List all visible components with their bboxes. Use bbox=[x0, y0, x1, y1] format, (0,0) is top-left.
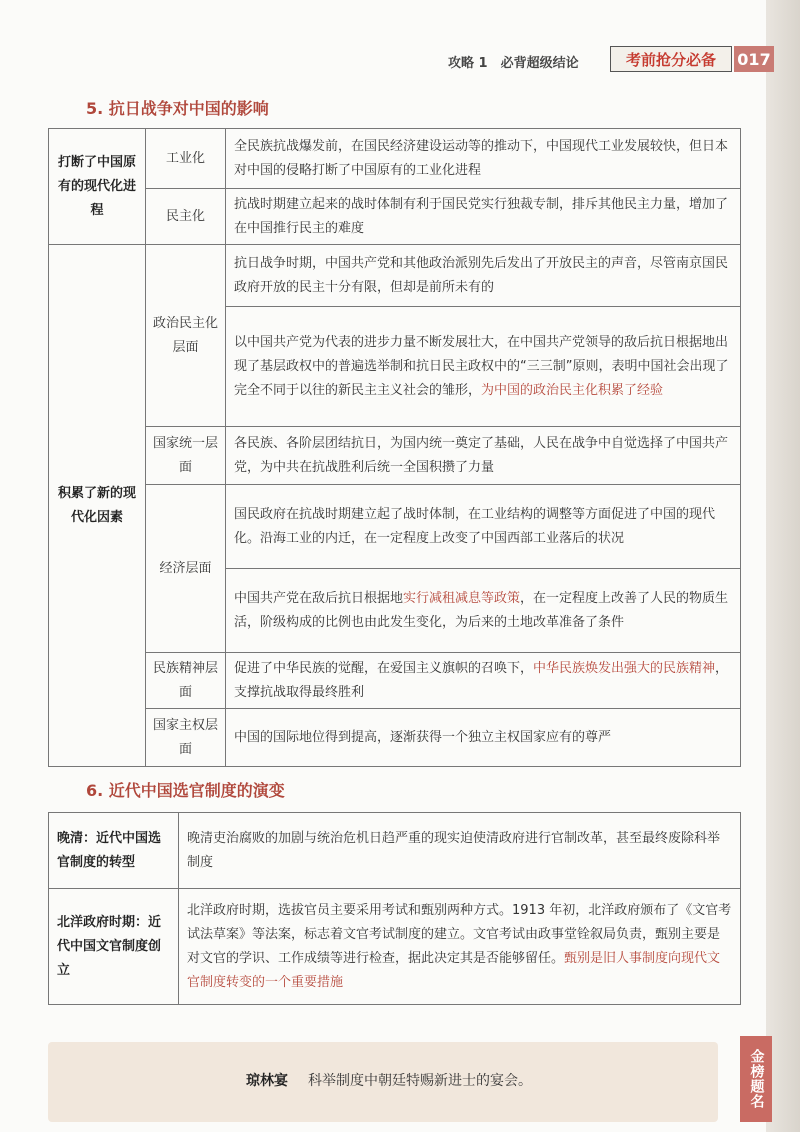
text-industrial: 全民族抗战爆发前，在国民经济建设运动等的推动下，中国现代工业发展较快，但日本对中国的侵略打断了中国原有的工业化进程 bbox=[226, 129, 741, 189]
text-political-2-highlight: 为中国的政治民主化积累了经验 bbox=[481, 382, 664, 398]
text-spirit-highlight: 中华民族焕发出强大的民族精神 bbox=[533, 660, 716, 676]
text-sovereignty: 中国的国际地位得到提高，逐渐获得一个独立主权国家应有的尊严 bbox=[226, 709, 741, 767]
page-header bbox=[0, 40, 800, 80]
footer-definition: 科举制度中朝廷特赐新进士的宴会。 bbox=[308, 1073, 532, 1089]
label-sovereignty: 国家主权层面 bbox=[146, 709, 226, 767]
section6-title: 6. 近代中国选官制度的演变 bbox=[86, 781, 285, 800]
text-spirit-a: 促进了中华民族的觉醒，在爱国主义旗帜的召唤下， bbox=[234, 660, 534, 676]
text-late-qing: 晚清吏治腐败的加剧与统治危机日趋严重的现实迫使清政府进行官制改革，甚至最终废除科举制度 bbox=[179, 813, 741, 889]
page-number: 017 bbox=[734, 46, 774, 72]
label-democratic: 民主化 bbox=[146, 189, 226, 245]
label-spirit: 民族精神层面 bbox=[146, 653, 226, 709]
header-badge: 考前抢分必备 bbox=[610, 46, 732, 72]
text-economic-2-highlight: 实行减租减息等政策 bbox=[403, 590, 521, 606]
text-democratic: 抗战时期建立起来的战时体制有利于国民党实行独裁专制，排斥其他民主力量，增加了在中国推行民主的难度 bbox=[226, 189, 741, 245]
text-beiyang bbox=[179, 889, 741, 1005]
label-economic: 经济层面 bbox=[146, 485, 226, 653]
label-political: 政治民主化层面 bbox=[146, 245, 226, 427]
text-spirit bbox=[226, 653, 741, 709]
text-beiyang-highlight: 甄别是旧人事制度向现代文官制度转变的一个重要措施 bbox=[187, 950, 721, 990]
section6-table bbox=[48, 812, 741, 1005]
label-beiyang: 北洋政府时期：近代中国文官制度创立 bbox=[49, 889, 179, 1005]
text-beiyang-body: 北洋政府时期，选拔官员主要采用考试和甄别两种方式。1913 年初，北洋政府颁布了《文官考试法草案》等法案，标志着文官考试制度的建立。文官考试由政事堂铨叙局负责，甄别主要是对文官的学识、工作成绩等进行检查，据此决定其是否能够留任。 bbox=[187, 902, 732, 966]
text-political-1: 抗日战争时期，中国共产党和其他政治派别先后发出了开放民主的声音，尽管南京国民政府开放的民主十分有限，但却是前所未有的 bbox=[226, 245, 741, 307]
text-political-2 bbox=[226, 307, 741, 427]
label-industrial: 工业化 bbox=[146, 129, 226, 189]
side-tab-text: 金榜题名 bbox=[748, 1049, 765, 1109]
footer-term: 琼林宴 bbox=[246, 1073, 288, 1089]
category-accumulated: 积累了新的现代化因素 bbox=[49, 245, 146, 767]
text-economic-2 bbox=[226, 569, 741, 653]
page-edge bbox=[766, 0, 800, 1132]
label-late-qing: 晚清：近代中国选官制度的转型 bbox=[49, 813, 179, 889]
text-economic-1: 国民政府在抗战时期建立起了战时体制，在工业结构的调整等方面促进了中国的现代化。沿海工业的内迁，在一定程度上改变了中国西部工业落后的状况 bbox=[226, 485, 741, 569]
text-political-2-body: 以中国共产党为代表的进步力量不断发展壮大，在中国共产党领导的敌后抗日根据地出现了基层政权中的普遍选举制和抗日民主政权中的“三三制”原则，表明中国社会出现了完全不同于以往的新民主主义社会的雏形， bbox=[234, 334, 729, 398]
text-economic-2-a: 中国共产党在敌后抗日根据地 bbox=[234, 590, 404, 606]
section5-table bbox=[48, 128, 741, 767]
header-text: 攻略 1 必背超级结论 bbox=[448, 56, 579, 71]
side-tab bbox=[740, 1036, 772, 1122]
category-interrupted: 打断了中国原有的现代化进程 bbox=[49, 129, 146, 245]
text-unity: 各民族、各阶层团结抗日，为国内统一奠定了基础，人民在战争中自觉选择了中国共产党，为中共在抗战胜利后统一全国积攒了力量 bbox=[226, 427, 741, 485]
label-unity: 国家统一层面 bbox=[146, 427, 226, 485]
text-spirit-b: ，支撑抗战取得最终胜利 bbox=[234, 660, 729, 700]
text-economic-2-b: ，在一定程度上改善了人民的物质生活，阶级构成的比例也由此发生变化，为后来的土地改革准备了条件 bbox=[234, 590, 729, 630]
section5-title: 5. 抗日战争对中国的影响 bbox=[86, 99, 269, 118]
